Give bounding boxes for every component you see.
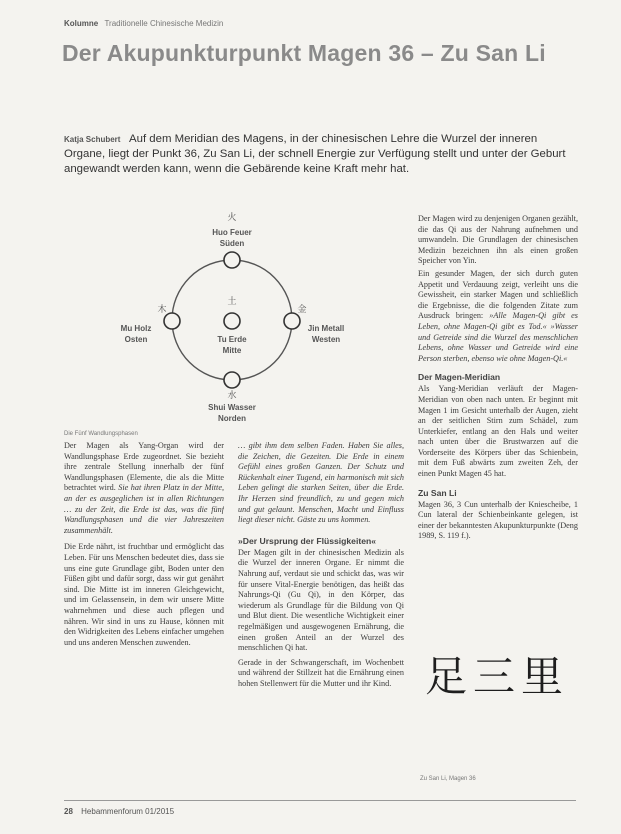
column-2 (238, 441, 404, 797)
col2-paragraph-2: Der Magen gilt in der chinesischen Medizin als die Wurzel der inneren Organe. Er nimmt die Nahrung auf, verdaut sie und schickt das, was wir für unsere Vital-Energie benötigen, das heißt das Nahrungs-Qi (Gu Qi), in den Körper, das wiederum als Grundlage für die Bildung von Qi und Blut dient. Die wesentliche Wichtigkeit einer regelmäßigen und ausgewogenen Ernährung, die einen großen Anteil an der Wurzel des menschlichen Qi hat. (238, 547, 404, 653)
article-title: Der Akupunkturpunkt Magen 36 – Zu San Li (62, 40, 546, 66)
water-glyph: 水 (227, 390, 237, 400)
water-node (224, 372, 240, 388)
col1-paragraph-2: Die Erde nährt, ist fruchtbar und ermöglicht das Leben. Für uns Menschen bedeutet dies, dass sie uns eine gute Grundlage gibt, Boden unter den Füßen gibt und dafür sorgt, dass wir gut genährt sind. Die Mitte ist im inneren Gleichgewicht, und im Gelassensein, in dem wir unsere Mitte wahrnehmen und diese auch pflegen und nähren. Wir sind in uns zu Hause, können mit den Widrigkeiten des Lebens einfacher umgehen und uns anderen Menschen zuwenden. (64, 542, 224, 647)
col3-paragraph-3: Als Yang-Meridian verläuft der Magen-Meridian von oben nach unten. Er beginnt mit Magen 1 im Gesicht unterhalb der Augen, zieht an der seitlichen Stirn zum Schädel, zum Unterkiefer, entlang an den Hals und weiter nach unten über die Brustwarzen auf die Vorderseite des Körpers über das Schienbein, mit dem Fuß abwärts zum zweiten Zeh, der einen Punkt Magen 45 hat. (418, 384, 578, 479)
col1-paragraph-1: Der Magen als Yang-Organ wird der Wandlungsphase Erde zugeordnet. Sie bezieht ihre zentrale Stellung innerhalb der fünf Wandlungsphasen (Elemente, die als die Mitte betrachtet wird. Sie hat ihren Platz in der Mitte, an der es ausgeglichen ist in allen Richtungen … zu der Zeit, die Erde ist das, was die fünf Wandlungsphasen und die vier Jahreszeiten zusammenhält. (64, 441, 224, 535)
col3-subhead-meridian: Der Magen-Meridian (418, 372, 501, 383)
col3-paragraph-4: Magen 36, 3 Cun unterhalb der Kniescheibe, 1 Cun lateral der Schienbeinkante gelegen, ist einer der bekanntesten Akupunkturpunkte (Deng 1989, S. 119 f.). (418, 499, 578, 541)
section-label: Kolumne (64, 19, 99, 28)
earth-node (224, 313, 240, 329)
five-phases-diagram (104, 204, 424, 424)
metal-node (284, 313, 300, 329)
fire-glyph: 火 (227, 212, 237, 222)
water-direction: Norden (218, 414, 246, 423)
col3-subhead-zusanli: Zu San Li (418, 487, 457, 498)
journal-name: Hebammenforum 01/2015 (81, 807, 175, 816)
metal-label: Jin Metall (307, 324, 345, 333)
kanji-caption: Zu San Li, Magen 36 (420, 776, 476, 782)
wood-direction: Osten (124, 335, 148, 344)
metal-direction: Westen (311, 335, 341, 344)
water-label: Shui Wasser (208, 403, 256, 412)
diagram-caption: Die Fünf Wandlungsphasen (64, 431, 138, 437)
col2-paragraph-3: Gerade in der Schwangerschaft, im Wochenbett und während der Stillzeit hat die Ernährung einen hohen Stellenwert für die Mutter und ihr Kind. (238, 657, 404, 688)
footer-rule (64, 800, 576, 801)
zu-san-li-characters: 足三里 (425, 652, 570, 701)
earth-direction: Mitte (222, 346, 242, 355)
section-kicker (64, 19, 223, 28)
author-name: Katja Schubert (64, 135, 121, 144)
col2-paragraph-1: … gibt ihm dem selben Faden. Haben Sie alles, die Zeichen, die Gezeiten. Die Erde in einem Gefühl eines großen Ganzen. Der Schutz und Rückenhalt einer Tugend, ein harmonisch mit sich Leben gelingt die starken Seiten, über die Erde. Ihr Herzen sind freundlich, zu und gegen mich und gut gelaunt. Menschen, Macht und Einfluss liegt dieser nicht. Gäste zu uns kommen. (238, 441, 404, 525)
earth-glyph: 土 (227, 296, 237, 306)
col3-paragraph-1: Der Magen wird zu denjenigen Organen gezählt, die das Qi aus der Nahrung aufnehmen und umwandeln. Die Grundlagen der chinesischen Medizin bezeichnen ihn als einen großen Speicher von Yin. (418, 214, 578, 266)
fire-node (224, 252, 240, 268)
earth-label: Tu Erde (217, 335, 247, 344)
metal-glyph: 金 (297, 304, 307, 314)
wood-glyph: 木 (157, 304, 167, 314)
wood-node (164, 313, 180, 329)
column-1 (64, 441, 224, 797)
fire-label: Huo Feuer (212, 228, 252, 237)
page-number: 28 (64, 807, 73, 816)
wood-label: Mu Holz (120, 324, 152, 333)
lead-paragraph (64, 132, 576, 177)
page-footer (64, 807, 174, 816)
column-3 (418, 214, 578, 638)
lead-text: Auf dem Meridian des Magens, in der chinesischen Lehre die Wurzel der inneren Organe, liegt der Punkt 36, Zu San Li, der schnell Energie zur Verfügung stellt und unter der Geburt angewandt werden kann, wenn die Gebärende keine Kraft mehr hat. (64, 133, 566, 175)
col2-subhead: »Der Ursprung der Flüssigkeiten« (238, 535, 377, 546)
col3-paragraph-2: Ein gesunder Magen, der sich durch guten Appetit und Verdauung zeigt, verleiht uns die Gewissheit, ein starker Magen und schließlich die Ergebnisse, die die folgenden Zitate zum Ausdruck bringen: »Alle Magen-Qi gibt es Leben, ohne Magen-Qi gibt es Tod.« »Wasser und Getreide sind die Wurzel des menschlichen Lebens, ohne Wasser und Getreide wird eine Person sterben, ebenso wie ohne Magen-Qi.« (418, 268, 578, 363)
fire-direction: Süden (219, 239, 245, 248)
section-topic: Traditionelle Chinesische Medizin (104, 19, 224, 28)
